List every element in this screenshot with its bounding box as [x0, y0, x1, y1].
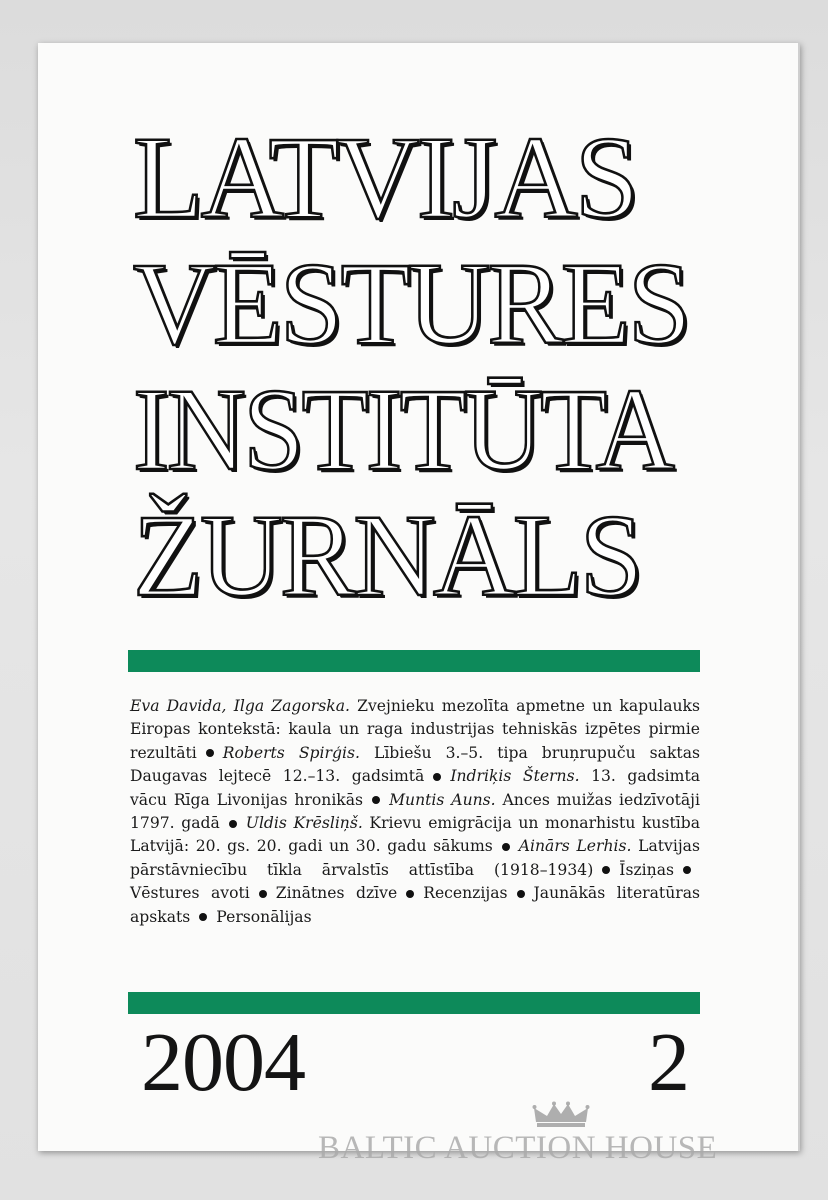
crown-icon — [532, 1100, 590, 1130]
toc-author: Uldis Krēsliņš. — [245, 814, 363, 833]
bullet-icon — [602, 866, 610, 874]
bullet-icon — [229, 820, 237, 828]
journal-cover — [38, 43, 800, 1151]
toc-author: Eva Davida, Ilga Zagorska. — [130, 697, 350, 715]
toc-section: Īsziņas — [619, 860, 674, 879]
title-line-4: ŽURNĀLS — [133, 490, 641, 621]
toc-section: Zinātnes dzīve — [275, 884, 398, 903]
toc-author: Muntis Auns. — [389, 790, 496, 809]
bullet-icon — [199, 913, 207, 921]
bullet-icon — [502, 843, 510, 851]
toc-article-title: Lībiešu 3.–5. tipa bruņrupuču saktas Daugavas lejtecē 12.–13. gadsimtā — [130, 743, 700, 786]
bullet-icon — [517, 890, 525, 898]
table-of-contents — [130, 695, 700, 929]
toc-article-title: Krievu emigrācija un monarhistu kustība Latvijā: 20. gs. 20. gadi un 30. gadu sākums — [130, 814, 700, 856]
bullet-icon — [259, 890, 267, 898]
title-line-2: VĒSTURES — [133, 238, 689, 369]
bullet-icon — [372, 796, 380, 804]
bottom-divider-bar — [128, 992, 700, 1014]
toc-article-title: Latvijas pārstāvniecību tīkla ārvalstīs attīstība (1918–1934) — [130, 837, 700, 879]
bullet-icon — [406, 890, 414, 898]
title-line-1: LATVIJAS — [133, 112, 637, 243]
toc-article-title: 13. gadsimta vācu Rīga Livonijas hronikās — [130, 767, 701, 809]
bullet-icon — [433, 773, 441, 781]
issue-year: 2004 — [141, 1016, 305, 1109]
watermark-text: BALTIC AUCTION HOUSE — [318, 1130, 718, 1166]
toc-section: Jaunākās literatūras apskats — [130, 884, 700, 926]
toc-section: Vēstures avoti — [130, 884, 250, 903]
toc-article-title: Ances muižas iedzīvotāji 1797. gadā — [130, 790, 700, 833]
toc-article-title: Zvejnieku mezolīta apmetne un kapulauks Eiropas kontekstā: kaula un raga industrijas tehniskās izpētes pirmie rezultāti — [130, 697, 700, 762]
journal-title — [133, 112, 773, 621]
toc-author: Roberts Spirģis. — [222, 743, 360, 762]
issue-number: 2 — [648, 1016, 690, 1109]
bullet-icon — [206, 749, 214, 757]
toc-author: Indriķis Šterns. — [450, 767, 580, 786]
top-divider-bar — [128, 650, 700, 672]
toc-author: Ainārs Lerhis. — [518, 837, 632, 856]
title-line-3: INSTITŪTA — [133, 364, 673, 495]
bullet-icon — [683, 866, 691, 874]
toc-section: Personālijas — [216, 907, 312, 926]
toc-section: Recenzijas — [423, 884, 508, 903]
